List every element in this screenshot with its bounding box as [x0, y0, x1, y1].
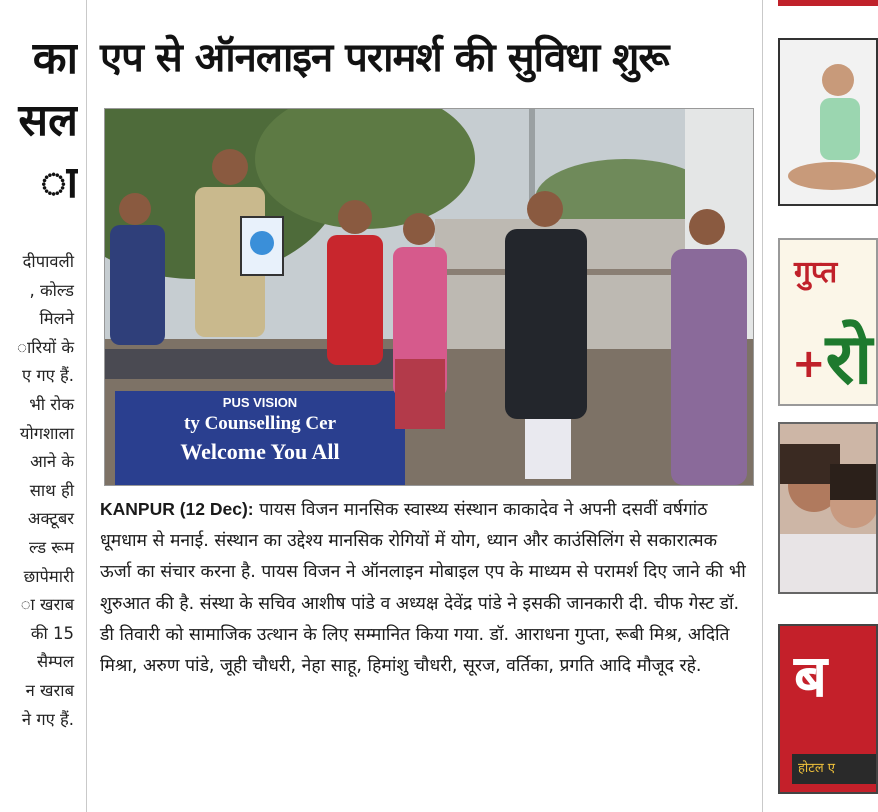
person-figure — [671, 209, 747, 485]
ad-hotel-title: ब — [794, 642, 828, 710]
ad-clinic[interactable] — [778, 238, 878, 406]
left-body-line: साथ ही — [29, 480, 74, 500]
ad-top-strip — [778, 0, 878, 6]
left-story-body — [0, 248, 74, 734]
banner-subtitle: ty Counselling Cer — [184, 413, 336, 434]
ad-clinic-subtitle — [792, 308, 872, 404]
banner-welcome: Welcome You All — [180, 439, 340, 464]
banner-org-name: PUS VISION — [222, 395, 298, 410]
yoga-figure-illustration — [780, 40, 876, 204]
left-body-line: आने के — [30, 452, 74, 472]
left-body-line: सैम्पल — [37, 652, 74, 672]
article-body — [100, 494, 748, 682]
ad-clinic-subtitle-text: रो — [825, 318, 873, 400]
left-body-line: की 15 — [30, 623, 74, 643]
left-body-line: ल्ड रूम — [28, 537, 74, 557]
left-headline-line: ा — [40, 157, 78, 208]
column-divider — [86, 0, 87, 812]
ad-hotel-strip: होटल ए — [792, 754, 878, 784]
left-body-line: योगशाला — [19, 423, 74, 443]
left-body-line: न खराब — [25, 680, 74, 700]
left-body-line: अक्टूबर — [27, 509, 74, 529]
left-body-line: दीपावली — [22, 252, 74, 271]
left-headline-line: सल — [18, 95, 78, 146]
couple-photo-illustration — [780, 424, 876, 592]
left-body-line: ारियों के — [17, 337, 74, 357]
ad-yoga[interactable] — [778, 38, 878, 206]
article-headline: एप से ऑनलाइन परामर्श की सुविधा शुरू — [100, 35, 669, 81]
left-body-line: मिलने — [39, 309, 74, 329]
left-body-line: , कोल्ड — [29, 280, 74, 300]
article-dateline: KANPUR (12 Dec): — [100, 499, 254, 519]
article-body-text: पायस विजन मानसिक स्वास्थ्य संस्थान काकादेव ने अपनी दसवीं वर्षगांठ धूमधाम से मनाई. संस्थान का उद्देश्य मानसिक रोगियों में योग, ध्यान और काउंसिलिंग से सकारात्मक ऊर्जा का संचार करना है. पायस विजन ने ऑनलाइन मोबाइल एप के माध्यम से परामर्श दिए जाने की भी शुरुआत की है. संस्था के सचिव आशीष पांडे व अध्यक्ष देवेंद्र पांडे ने इसकी जानकारी दी. चीफ गेस्ट डॉ. डी तिवारी को सामाजिक उत्थान के लिए सम्मानित किया गया. डॉ. आराधना गुप्ता, रूबी मिश्र, अदिति मिश्रा, अरुण पांडे, जूही चौधरी, नेहा साहू, हिमांशु चौधरी, सूरज, वर्तिका, प्रगति आदि मौजूद रहे. — [100, 500, 746, 677]
right-rail-divider — [762, 0, 763, 812]
left-body-line: ा खराब — [20, 595, 74, 615]
left-body-line: भी रोक — [29, 394, 74, 414]
left-story-fragment — [0, 0, 78, 812]
left-body-line: ए गए हैं. — [21, 366, 74, 386]
welcome-banner — [125, 395, 395, 467]
article-photo — [104, 108, 754, 486]
left-body-line: ने गए हैं. — [21, 709, 74, 729]
ad-couple[interactable] — [778, 422, 878, 594]
left-headline-line: का — [32, 33, 78, 84]
left-body-line: छापेमारी — [23, 566, 74, 586]
ad-hotel[interactable] — [778, 624, 878, 794]
left-story-headline — [0, 28, 78, 214]
plus-icon: + — [792, 340, 826, 387]
ad-clinic-title: गुप्त — [794, 255, 838, 290]
